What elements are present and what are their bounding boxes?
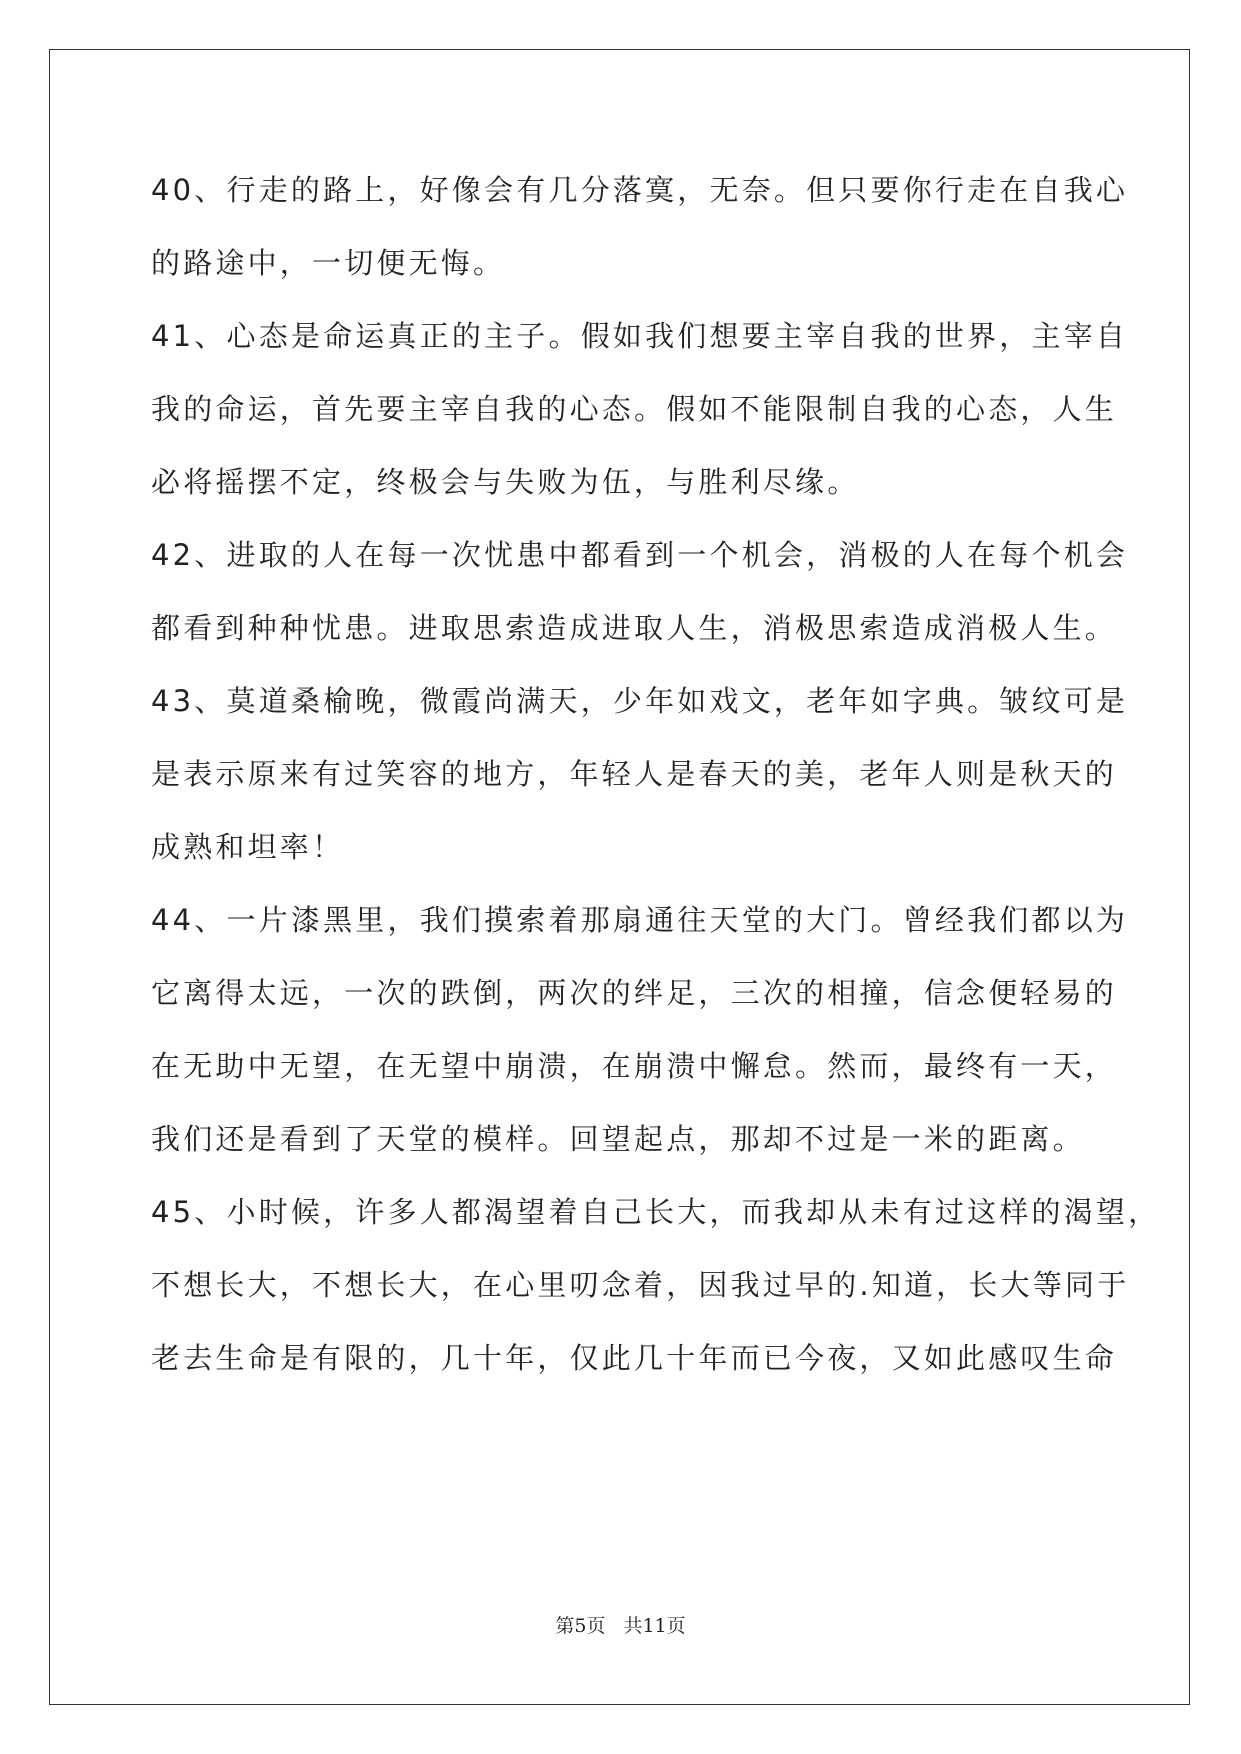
text-line: 成熟和坦率！	[151, 830, 345, 864]
text-line: 的路途中，一切便无悔。	[151, 246, 506, 280]
text-line: 老去生命是有限的，几十年，仅此几十年而已今夜，又如此感叹生命	[151, 1341, 1118, 1375]
text-line: 在无助中无望，在无望中崩溃，在崩溃中懈怠。然而，最终有一天，	[151, 1049, 1118, 1083]
text-line: 我们还是看到了天堂的模样。回望起点，那却不过是一米的距离。	[151, 1122, 1085, 1156]
page-border	[49, 49, 1190, 1705]
text-line: 我的命运，首先要主宰自我的心态。假如不能限制自我的心态，人生	[151, 392, 1118, 426]
text-line: 44、一片漆黑里，我们摸索着那扇通往天堂的大门。曾经我们都以为	[151, 903, 1129, 937]
text-line: 43、莫道桑榆晚，微霞尚满天，少年如戏文，老年如字典。皱纹可是	[151, 684, 1129, 718]
text-line: 是表示原来有过笑容的地方，年轻人是春天的美，老年人则是秋天的	[151, 757, 1118, 791]
text-line: 都看到种种忧患。进取思索造成进取人生，消极思索造成消极人生。	[151, 611, 1118, 645]
page-number: 第5页	[555, 1615, 606, 1637]
text-line: 42、进取的人在每一次忧患中都看到一个机会，消极的人在每个机会	[151, 538, 1129, 572]
text-line: 45、小时候，许多人都渴望着自己长大，而我却从未有过这样的渴望，	[151, 1195, 1161, 1229]
text-line: 41、心态是命运真正的主子。假如我们想要主宰自我的世界，主宰自	[151, 319, 1129, 353]
text-line: 必将摇摆不定，终极会与失败为伍，与胜利尽缘。	[151, 465, 860, 499]
text-line: 40、行走的路上，好像会有几分落寞，无奈。但只要你行走在自我心	[151, 173, 1129, 207]
text-line: 它离得太远，一次的跌倒，两次的绊足，三次的相撞，信念便轻易的	[151, 976, 1118, 1010]
text-line: 不想长大，不想长大，在心里叨念着，因我过早的.知道，长大等同于	[151, 1268, 1130, 1302]
page-total: 共11页	[623, 1615, 686, 1637]
page-footer	[0, 1614, 1241, 1638]
